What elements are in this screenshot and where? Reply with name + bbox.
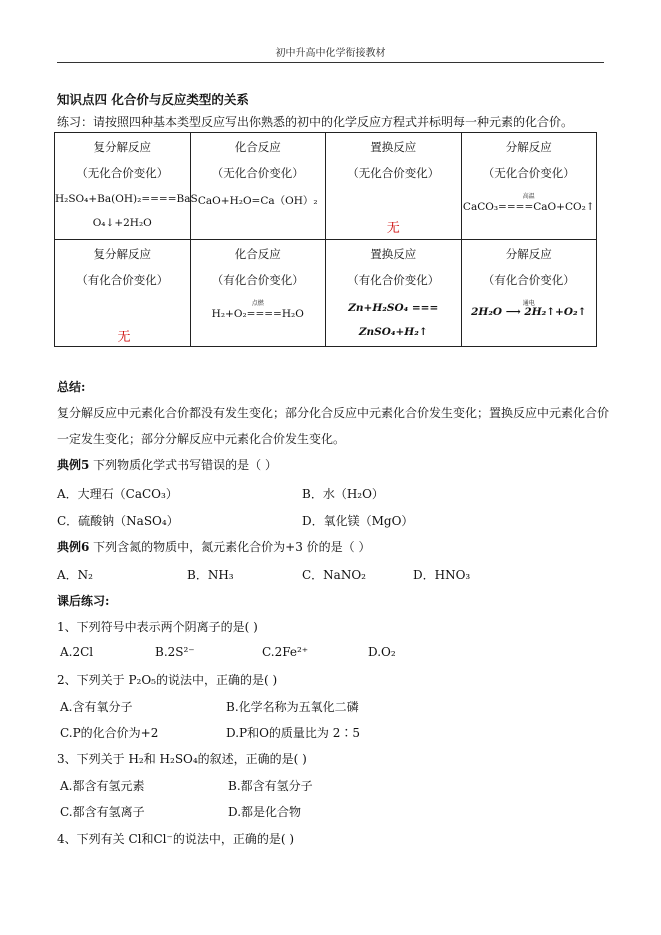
question4: 4、下列有关 Cl和Cl⁻的说法中，正确的是( ) bbox=[57, 832, 295, 846]
question2-option-d: D.P和O的质量比为 2∶5 bbox=[226, 726, 361, 740]
equation-line1: H₂+O₂====H₂O bbox=[211, 308, 304, 320]
valence-note: （有化合价变化） bbox=[347, 273, 440, 287]
example5-option-d: D．氧化镁（MgO） bbox=[302, 514, 414, 528]
reaction-condition: 通电 bbox=[522, 300, 535, 307]
example6-option-b: B．NH₃ bbox=[187, 568, 234, 582]
example5-text: 下列物质化学式书写错误的是（ ） bbox=[89, 458, 277, 472]
equation-line1: CaCO₃====CaO+CO₂↑ bbox=[462, 201, 595, 213]
reaction-type: 分解反应 bbox=[505, 140, 552, 154]
example6-option-a: A．N₂ bbox=[57, 568, 93, 582]
equation-line2: ZnSO₄+H₂↑ bbox=[358, 326, 428, 338]
example5-option-c: C．硫酸钠（NaSO₄） bbox=[57, 514, 179, 528]
equation-line1: 2H₂O ⟶ 2H₂↑+O₂↑ bbox=[471, 306, 587, 318]
valence-note: （有化合价变化） bbox=[76, 273, 169, 287]
page-header: 初中升高中化学衔接教材 bbox=[275, 48, 386, 59]
cell-r1-double-displacement bbox=[55, 133, 198, 240]
reaction-type: 复分解反应 bbox=[93, 140, 151, 154]
cell-r2-decomposition bbox=[461, 240, 597, 347]
example5-option-b: B．水（H₂O） bbox=[302, 487, 384, 501]
question3-option-b: B.都含有氢分子 bbox=[228, 779, 313, 793]
question2: 2、下列关于 P₂O₅的说法中，正确的是( ) bbox=[57, 673, 278, 687]
example6-option-d: D．HNO₃ bbox=[413, 568, 471, 582]
cell-r2-double-displacement bbox=[55, 240, 191, 347]
reaction-type: 置换反应 bbox=[370, 140, 417, 154]
reaction-condition: 高温 bbox=[522, 193, 535, 200]
question1-option-b: B.2S²⁻ bbox=[155, 645, 195, 659]
cell-r1-decomposition bbox=[461, 133, 597, 240]
reaction-type: 分解反应 bbox=[505, 247, 552, 261]
example5-label: 典例5 bbox=[57, 458, 90, 472]
question2-option-c: C.P的化合价为+2 bbox=[60, 726, 159, 740]
summary-line2: 一定发生变化；部分分解反应中元素化合价发生变化。 bbox=[57, 432, 346, 446]
question2-option-b: B.化学名称为五氧化二磷 bbox=[226, 700, 359, 714]
section-title: 知识点四 化合价与反应类型的关系 bbox=[57, 92, 249, 107]
cell-r1-displacement bbox=[326, 133, 462, 240]
example5-option-a: A．大理石（CaCO₃） bbox=[57, 487, 178, 501]
valence-note: （有化合价变化） bbox=[482, 273, 575, 287]
question1-option-c: C.2Fe²⁺ bbox=[262, 645, 309, 659]
exercise-intro: 练习：请按照四种基本类型反应写出你熟悉的初中的化学反应方程式并标明每一种元素的化合价。 bbox=[57, 115, 574, 129]
header-rule bbox=[57, 62, 604, 63]
question1: 1、下列符号中表示两个阴离子的是( ) bbox=[57, 620, 258, 634]
reaction-type: 化合反应 bbox=[234, 247, 281, 261]
example6-label: 典例6 bbox=[57, 540, 90, 554]
question1-option-d: D.O₂ bbox=[368, 645, 396, 659]
reaction-condition: 点燃 bbox=[251, 300, 264, 307]
valence-note: （无化合价变化） bbox=[211, 166, 304, 180]
equation-line1: Zn+H₂SO₄ === bbox=[348, 302, 439, 314]
example6-question bbox=[57, 538, 371, 555]
equation-line1: H₂SO₄+Ba(OH)₂====BaS bbox=[55, 193, 198, 205]
cell-r1-combination bbox=[190, 133, 326, 240]
valence-note: （有化合价变化） bbox=[211, 273, 304, 287]
example6-text: 下列含氮的物质中，氮元素化合价为+3 价的是（ ） bbox=[89, 540, 371, 554]
example5-question bbox=[57, 456, 277, 473]
valence-note: （无化合价变化） bbox=[482, 166, 575, 180]
summary-title: 总结: bbox=[57, 380, 86, 394]
answer-none: 无 bbox=[386, 221, 400, 236]
reaction-type: 化合反应 bbox=[234, 140, 281, 154]
question1-option-a: A.2Cl bbox=[60, 645, 94, 659]
question3: 3、下列关于 H₂和 H₂SO₄的叙述，正确的是( ) bbox=[57, 752, 307, 766]
example6-option-c: C．NaNO₂ bbox=[302, 568, 366, 582]
reaction-type: 复分解反应 bbox=[93, 247, 151, 261]
question3-option-c: C.都含有氢离子 bbox=[60, 805, 145, 819]
reaction-table bbox=[54, 132, 597, 347]
valence-note: （无化合价变化） bbox=[76, 166, 169, 180]
reaction-type: 置换反应 bbox=[370, 247, 417, 261]
cell-r2-combination bbox=[190, 240, 326, 347]
homework-title: 课后练习: bbox=[57, 594, 110, 608]
summary-line1: 复分解反应中元素化合价都没有发生变化；部分化合反应中元素化合价发生变化；置换反应中元素化合价 bbox=[57, 406, 610, 420]
question3-option-a: A.都含有氢元素 bbox=[60, 779, 145, 793]
question3-option-d: D.都是化合物 bbox=[228, 805, 302, 819]
valence-note: （无化合价变化） bbox=[347, 166, 440, 180]
answer-none: 无 bbox=[117, 330, 131, 345]
question2-option-a: A.含有氧分子 bbox=[60, 700, 133, 714]
equation-line2: O₄↓+2H₂O bbox=[92, 217, 152, 229]
cell-r2-displacement bbox=[326, 240, 462, 347]
equation-line1: CaO+H₂O=Ca（OH）₂ bbox=[197, 195, 318, 207]
